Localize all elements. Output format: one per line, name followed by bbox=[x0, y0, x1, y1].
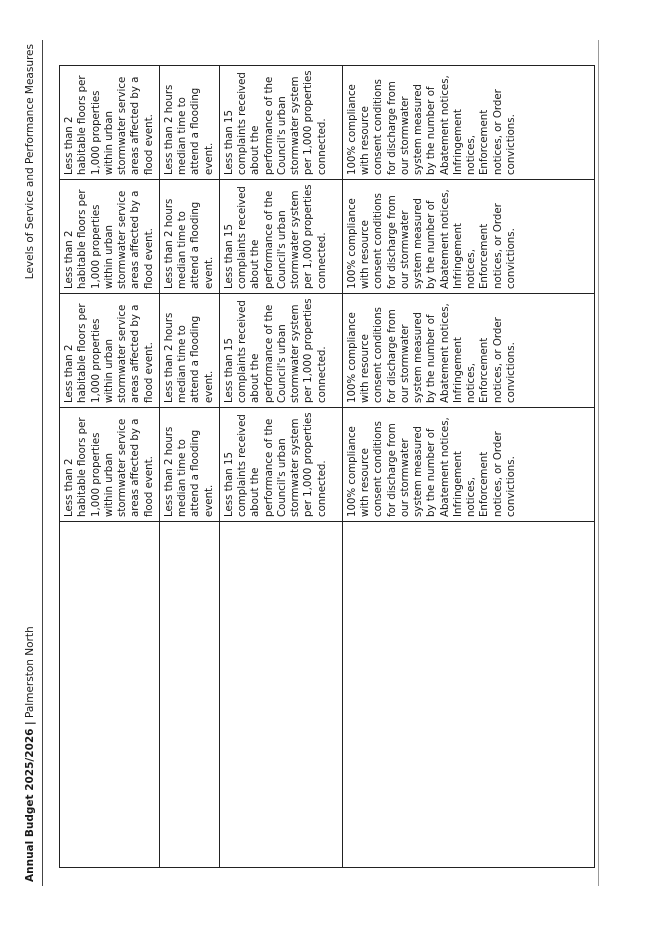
measure-blank-cell bbox=[342, 522, 594, 868]
measure-blank-cell bbox=[159, 522, 219, 868]
performance-measures-table bbox=[59, 65, 595, 868]
table-row bbox=[219, 66, 342, 868]
target-cell: Less than 2 hours median time to attend a flooding event. bbox=[159, 180, 219, 294]
target-cell: 100% compliance with resource consent conditions for discharge from our stormwater system measured by the number of Abatement notices, Infringement notices, Enforcement notices, or Order convictions. bbox=[342, 294, 594, 408]
measure-blank-cell bbox=[219, 522, 342, 868]
measure-blank-cell bbox=[60, 522, 160, 868]
table-row bbox=[342, 66, 594, 868]
target-cell: 100% compliance with resource consent conditions for discharge from our stormwater system measured by the number of Abatement notices, Infringement notices, Enforcement notices, or Order convictions. bbox=[342, 66, 594, 180]
target-cell: Less than 2 habitable floors per 1,000 properties within urban stormwater service areas affected by a flood event. bbox=[60, 180, 160, 294]
table-row bbox=[60, 66, 160, 868]
council-name: Palmerston North bbox=[24, 626, 36, 718]
header-separator: | bbox=[24, 721, 36, 726]
target-cell: Less than 15 complaints received about the performance of the Council's urban stormwater system per 1,000 properties connected. bbox=[219, 294, 342, 408]
target-cell: Less than 15 complaints received about the performance of the Council's urban stormwater system per 1,000 properties connected. bbox=[219, 408, 342, 522]
target-cell: 100% compliance with resource consent conditions for discharge from our stormwater system measured by the number of Abatement notices, Infringement notices, Enforcement notices, or Order convictions. bbox=[342, 408, 594, 522]
target-cell: Less than 2 habitable floors per 1,000 properties within urban stormwater service areas affected by a flood event. bbox=[60, 66, 160, 180]
target-cell: Less than 2 habitable floors per 1,000 properties within urban stormwater service areas affected by a flood event. bbox=[60, 408, 160, 522]
target-cell: Less than 2 habitable floors per 1,000 properties within urban stormwater service areas affected by a flood event. bbox=[60, 294, 160, 408]
page-header-left bbox=[24, 626, 36, 882]
table-body bbox=[60, 66, 595, 868]
target-cell: Less than 15 complaints received about the performance of the Council's urban stormwater system per 1,000 properties connected. bbox=[219, 66, 342, 180]
table-row bbox=[159, 66, 219, 868]
target-cell: Less than 15 complaints received about the performance of the Council's urban stormwater system per 1,000 properties connected. bbox=[219, 180, 342, 294]
footer-rule bbox=[598, 40, 599, 886]
header-rule bbox=[42, 40, 43, 886]
target-cell: Less than 2 hours median time to attend a flooding event. bbox=[159, 294, 219, 408]
target-cell: Less than 2 hours median time to attend a flooding event. bbox=[159, 66, 219, 180]
document-title: Annual Budget 2025/2026 bbox=[24, 728, 36, 882]
target-cell: 100% compliance with resource consent conditions for discharge from our stormwater system measured by the number of Abatement notices, Infringement notices, Enforcement notices, or Order convictions. bbox=[342, 180, 594, 294]
section-title: Levels of Service and Performance Measures bbox=[24, 44, 36, 280]
target-cell: Less than 2 hours median time to attend a flooding event. bbox=[159, 408, 219, 522]
